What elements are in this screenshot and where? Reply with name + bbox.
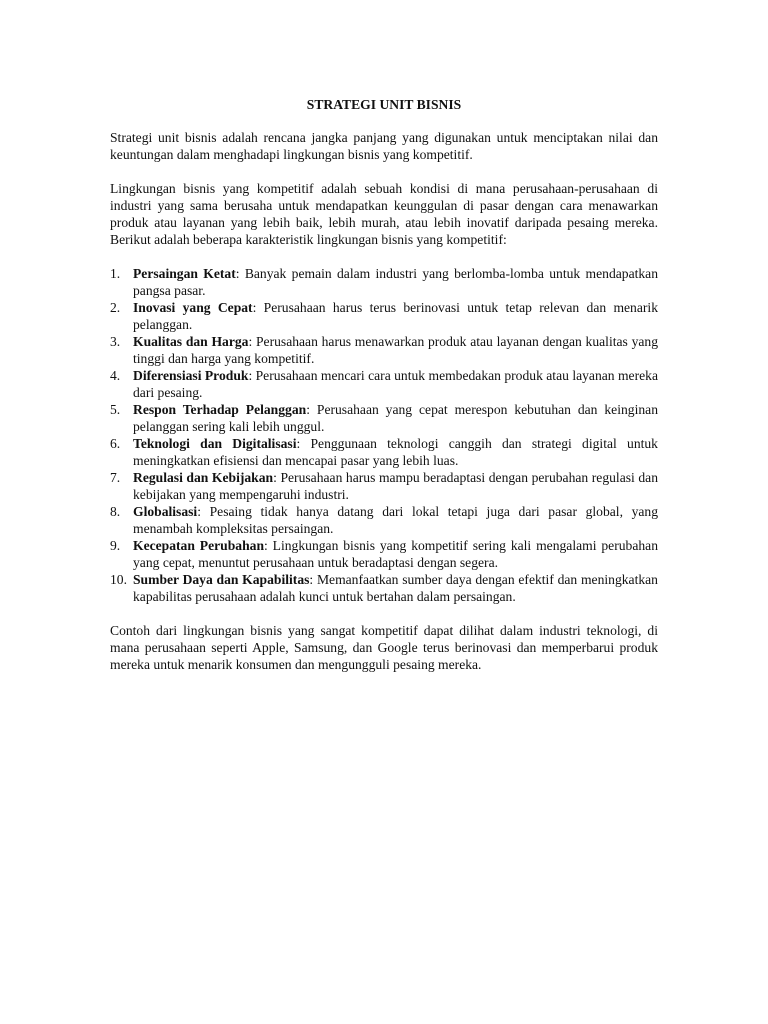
list-number: 9. bbox=[110, 538, 121, 553]
list-item bbox=[110, 571, 658, 605]
list-description: : Perusahaan mencari cara untuk membedakan produk atau layanan mereka dari pesaing. bbox=[133, 368, 658, 400]
characteristics-list bbox=[110, 265, 658, 605]
list-number: 4. bbox=[110, 368, 121, 383]
list-term: Sumber Daya dan Kapabilitas bbox=[133, 572, 310, 587]
list-number: 8. bbox=[110, 504, 121, 519]
list-description: : Perusahaan harus terus berinovasi untuk tetap relevan dan menarik pelanggan. bbox=[133, 300, 658, 332]
list-number: 1. bbox=[110, 266, 121, 281]
intro-paragraph: Strategi unit bisnis adalah rencana jangka panjang yang digunakan untuk menciptakan nilai dan keuntungan dalam menghadapi lingkungan bisnis yang kompetitif. bbox=[110, 130, 658, 162]
list-term: Inovasi yang Cepat bbox=[133, 300, 253, 315]
list-term: Diferensiasi Produk bbox=[133, 368, 249, 383]
context-paragraph: Lingkungan bisnis yang kompetitif adalah sebuah kondisi di mana perusahaan-perusahaan di industri yang sama berusaha untuk mendapatkan keunggulan di pasar dengan cara menawarkan produk atau layanan yang lebih baik, lebih murah, atau lebih inovatif daripada pesaing mereka. Berikut adalah beberapa karakteristik lingkungan bisnis yang kompetitif: bbox=[110, 181, 658, 247]
list-description: : Banyak pemain dalam industri yang berlomba-lomba untuk mendapatkan pangsa pasar. bbox=[133, 266, 659, 298]
list-number: 7. bbox=[110, 470, 121, 485]
list-term: Respon Terhadap Pelanggan bbox=[133, 402, 307, 417]
list-description: : Lingkungan bisnis yang kompetitif sering kali mengalami perubahan yang cepat, menuntut perusahaan untuk beradaptasi dengan segera. bbox=[133, 538, 658, 570]
document-page bbox=[110, 96, 658, 690]
list-number: 6. bbox=[110, 436, 121, 451]
list-item bbox=[110, 503, 658, 537]
list-description: : Penggunaan teknologi canggih dan strategi digital untuk meningkatkan efisiensi dan mencapai pasar yang lebih luas. bbox=[133, 436, 658, 468]
list-item bbox=[110, 469, 658, 503]
list-number: 2. bbox=[110, 300, 121, 315]
list-term: Regulasi dan Kebijakan bbox=[133, 470, 274, 485]
list-term: Persaingan Ketat bbox=[133, 266, 236, 281]
list-term: Globalisasi bbox=[133, 504, 198, 519]
list-term: Kecepatan Perubahan bbox=[133, 538, 265, 553]
list-description: : Perusahaan harus mampu beradaptasi dengan perubahan regulasi dan kebijakan yang mempengaruhi industri. bbox=[133, 470, 659, 502]
list-item bbox=[110, 367, 658, 401]
list-term: Kualitas dan Harga bbox=[133, 334, 249, 349]
list-description: : Memanfaatkan sumber daya dengan efektif dan meningkatkan kapabilitas perusahaan adalah kunci untuk bertahan dalam persaingan. bbox=[133, 572, 658, 604]
document-title: STRATEGI UNIT BISNIS bbox=[306, 97, 462, 112]
list-item bbox=[110, 401, 658, 435]
list-description: : Pesaing tidak hanya datang dari lokal tetapi juga dari pasar global, yang menambah kompleksitas persaingan. bbox=[133, 504, 658, 536]
list-item bbox=[110, 333, 658, 367]
list-number: 10. bbox=[110, 572, 127, 587]
list-item bbox=[110, 265, 658, 299]
list-item bbox=[110, 435, 658, 469]
list-description: : Perusahaan harus menawarkan produk atau layanan dengan kualitas yang tinggi dan harga yang kompetitif. bbox=[133, 334, 658, 366]
conclusion-paragraph: Contoh dari lingkungan bisnis yang sangat kompetitif dapat dilihat dalam industri teknologi, di mana perusahaan seperti Apple, Samsung, dan Google terus berinovasi dan memperbarui produk mereka untuk menarik konsumen dan mengungguli pesaing mereka. bbox=[110, 623, 658, 672]
list-term: Teknologi dan Digitalisasi bbox=[133, 436, 297, 451]
list-description: : Perusahaan yang cepat merespon kebutuhan dan keinginan pelanggan sering kali lebih unggul. bbox=[133, 402, 658, 434]
list-number: 3. bbox=[110, 334, 121, 349]
list-number: 5. bbox=[110, 402, 121, 417]
list-item bbox=[110, 299, 658, 333]
list-item bbox=[110, 537, 658, 571]
